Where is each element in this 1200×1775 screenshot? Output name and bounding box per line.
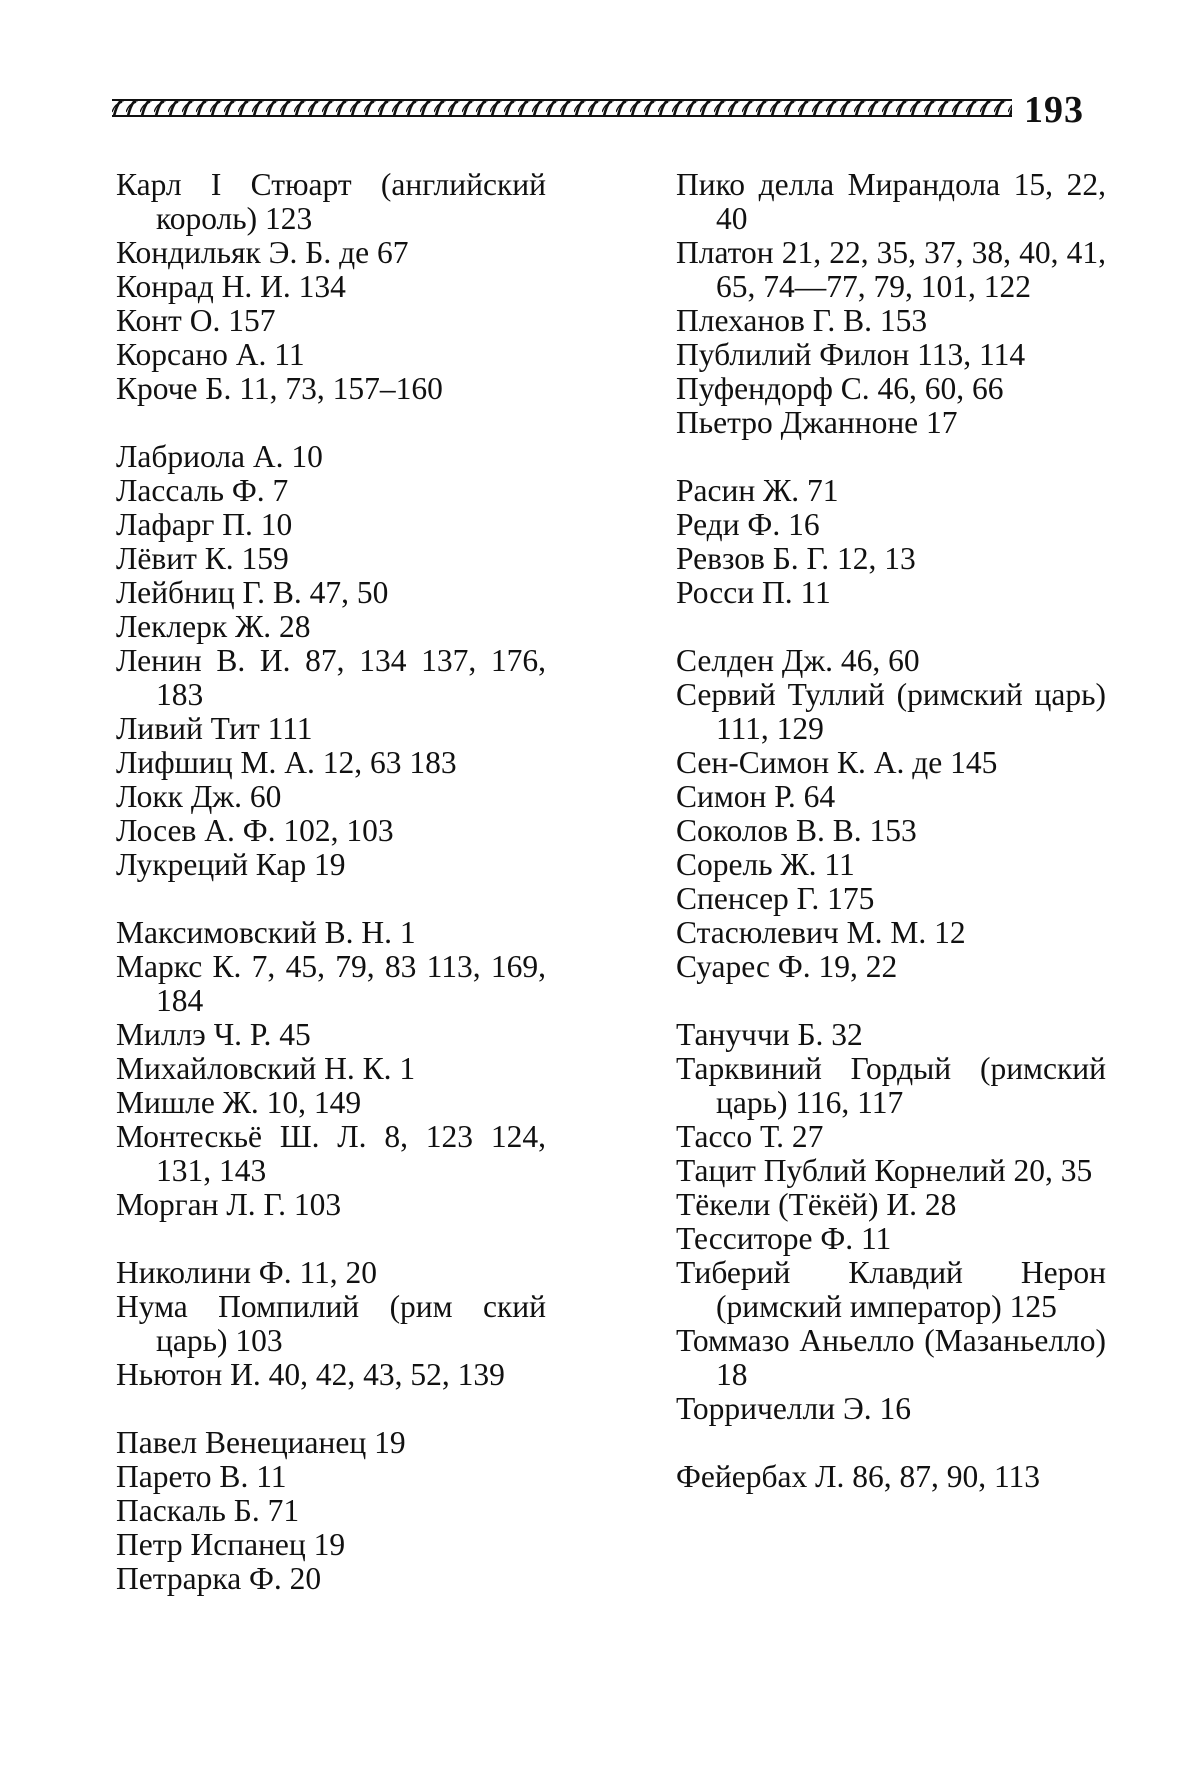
index-entry: Сервий Туллий (римский царь) 111, 129 — [676, 677, 1106, 746]
index-entry: Сорель Ж. 11 — [676, 847, 855, 882]
index-entry: Тануччи Б. 32 — [676, 1017, 863, 1052]
index-entry: Нума Помпилий (рим ский царь) 103 — [116, 1289, 546, 1358]
index-entry: Парето В. 11 — [116, 1459, 287, 1494]
index-entry: Лёвит К. 159 — [116, 541, 289, 576]
group-separator — [116, 406, 546, 440]
index-entry: Сен-Симон К. А. де 145 — [676, 745, 998, 780]
group-separator — [116, 1392, 546, 1426]
index-entry: Лассаль Ф. 7 — [116, 473, 289, 508]
group-separator — [676, 440, 1106, 474]
index-entry: Тацит Публий Корнелий 20, 35 — [676, 1153, 1093, 1188]
index-entry: Ревзов Б. Г. 12, 13 — [676, 541, 916, 576]
index-entry: Маркс К. 7, 45, 79, 83 113, 169, 184 — [116, 949, 546, 1018]
index-entry: Тарквиний Гордый (римский царь) 116, 117 — [676, 1051, 1106, 1120]
index-entry: Максимовский В. Н. 1 — [116, 915, 416, 950]
index-entry: Суарес Ф. 19, 22 — [676, 949, 898, 984]
index-entry: Лейбниц Г. В. 47, 50 — [116, 575, 389, 610]
index-entry: Расин Ж. 71 — [676, 473, 839, 508]
index-entry: Ньютон И. 40, 42, 43, 52, 139 — [116, 1357, 505, 1392]
index-entry: Конрад Н. И. 134 — [116, 269, 346, 304]
index-entry: Николини Ф. 11, 20 — [116, 1255, 378, 1290]
index-column-left — [116, 168, 546, 1596]
index-entry: Тассо Т. 27 — [676, 1119, 824, 1154]
index-entry: Пьетро Джанноне 17 — [676, 405, 958, 440]
group-separator — [676, 984, 1106, 1018]
group-separator — [676, 1426, 1106, 1460]
index-column-right — [676, 168, 1106, 1494]
index-entry: Томмазо Аньелло (Мазаньелло) 18 — [676, 1323, 1106, 1392]
index-entry: Паскаль Б. 71 — [116, 1493, 300, 1528]
index-entry: Публилий Филон 113, 114 — [676, 337, 1026, 372]
page-number: 193 — [1024, 89, 1084, 131]
index-entry: Кондильяк Э. Б. де 67 — [116, 235, 409, 270]
index-entry: Мишле Ж. 10, 149 — [116, 1085, 362, 1120]
index-entry: Лукреций Кар 19 — [116, 847, 346, 882]
index-entry: Петр Испанец 19 — [116, 1527, 346, 1562]
index-entry: Карл I Стюарт (английский король) 123 — [116, 167, 546, 236]
index-entry: Тиберий Клавдий Нерон (римский император) 125 — [676, 1255, 1106, 1324]
index-entry: Леклерк Ж. 28 — [116, 609, 311, 644]
index-entry: Тёкели (Тёкёй) И. 28 — [676, 1187, 957, 1222]
index-entry: Торричелли Э. 16 — [676, 1391, 912, 1426]
index-entry: Павел Венецианец 19 — [116, 1425, 406, 1460]
group-separator — [116, 1222, 546, 1256]
index-entry: Корсано А. 11 — [116, 337, 305, 372]
index-entry: Кроче Б. 11, 73, 157–160 — [116, 371, 443, 406]
index-entry: Ливий Тит 111 — [116, 711, 313, 746]
index-entry: Селден Дж. 46, 60 — [676, 643, 920, 678]
index-entry: Конт О. 157 — [116, 303, 276, 338]
index-entry: Спенсер Г. 175 — [676, 881, 875, 916]
index-entry: Лафарг П. 10 — [116, 507, 293, 542]
index-entry: Платон 21, 22, 35, 37, 38, 40, 41, 65, 74—77, 79, 101, 122 — [676, 235, 1106, 304]
group-separator — [676, 610, 1106, 644]
index-entry: Росси П. 11 — [676, 575, 831, 610]
index-entry: Лабриола А. 10 — [116, 439, 323, 474]
index-entry: Монтескьё Ш. Л. 8, 123 124, 131, 143 — [116, 1119, 546, 1188]
index-entry: Пуфендорф С. 46, 60, 66 — [676, 371, 1004, 406]
decorative-rope-ornament — [112, 98, 1012, 118]
index-entry: Михайловский Н. К. 1 — [116, 1051, 416, 1086]
index-entry: Локк Дж. 60 — [116, 779, 282, 814]
index-entry: Лифшиц М. А. 12, 63 183 — [116, 745, 457, 780]
index-entry: Тесситоре Ф. 11 — [676, 1221, 892, 1256]
index-entry: Фейербах Л. 86, 87, 90, 113 — [676, 1459, 1041, 1494]
index-entry: Соколов В. В. 153 — [676, 813, 917, 848]
index-entry: Плеханов Г. В. 153 — [676, 303, 928, 338]
index-entry: Петрарка Ф. 20 — [116, 1561, 322, 1596]
index-entry: Пико делла Мирандола 15, 22, 40 — [676, 167, 1106, 236]
group-separator — [116, 882, 546, 916]
index-entry: Симон Р. 64 — [676, 779, 836, 814]
index-entry: Реди Ф. 16 — [676, 507, 820, 542]
index-entry: Морган Л. Г. 103 — [116, 1187, 342, 1222]
index-entry: Ленин В. И. 87, 134 137, 176, 183 — [116, 643, 546, 712]
page-header — [112, 88, 1092, 132]
index-entry: Лосев А. Ф. 102, 103 — [116, 813, 394, 848]
index-entry: Миллэ Ч. Р. 45 — [116, 1017, 311, 1052]
index-entry: Стасюлевич М. М. 12 — [676, 915, 966, 950]
